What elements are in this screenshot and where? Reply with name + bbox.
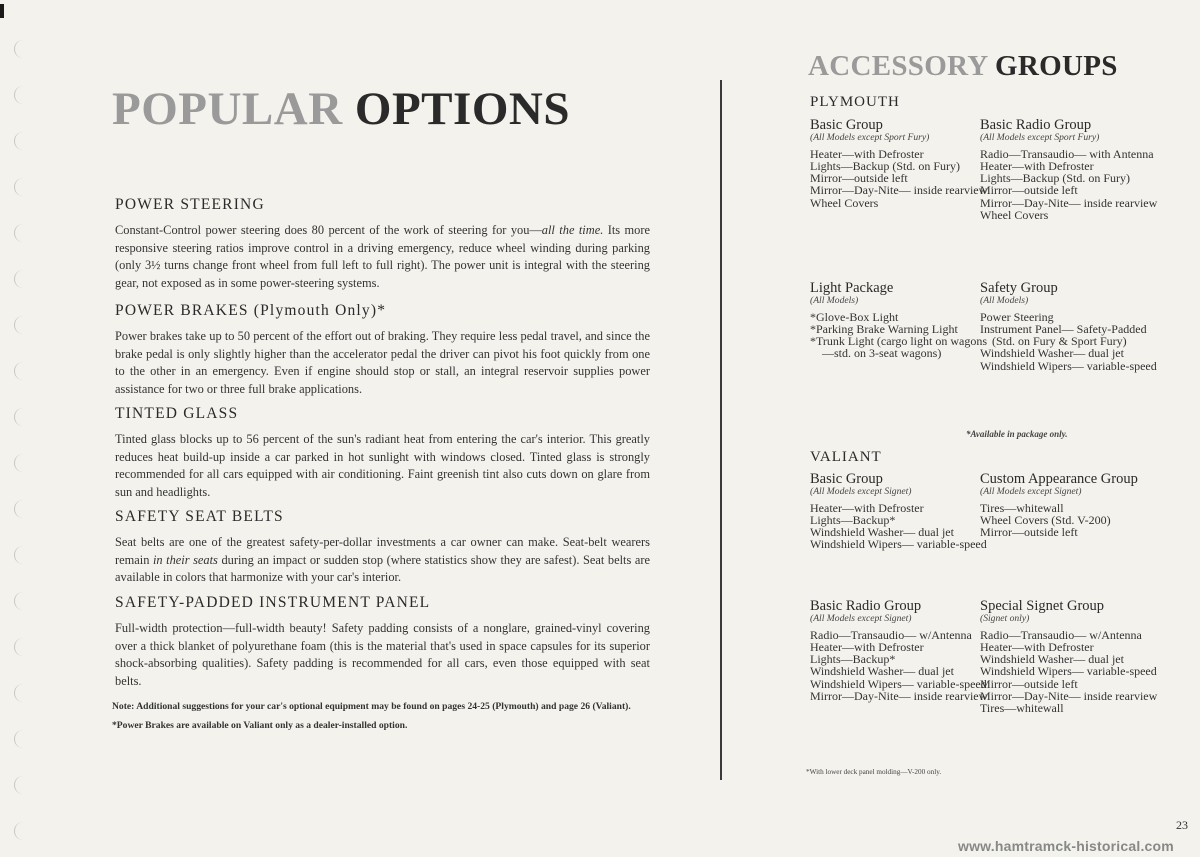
group-name: Basic Group xyxy=(810,471,883,487)
available-note: *Available in package only. xyxy=(966,429,1068,439)
group-item: Windshield Washer— dual jet xyxy=(980,346,1124,361)
group-plymouth-basic-radio xyxy=(980,118,1160,221)
group-name: Safety Group xyxy=(980,280,1058,296)
group-item: Mirror—Day-Nite— inside rearview xyxy=(980,195,1158,210)
popular-options-title: POPULAR OPTIONS xyxy=(112,83,570,135)
section-body: Seat belts are one of the greatest safety-per-dollar investments a car owner can make. Seat-belt wearers remain in their seats during an impact or sudden stop (where statistics show they are safest). Seat belts are available in colors that harmonize with your car's interior. xyxy=(115,535,650,585)
group-item: *Glove-Box Light xyxy=(810,309,899,324)
group-valiant-custom-appearance xyxy=(980,472,1160,538)
section-heading: POWER BRAKES (Plymouth Only)* xyxy=(115,302,387,319)
group-item: Windshield Wipers— variable-speed xyxy=(980,664,1157,679)
group-item: Radio—Transaudio— w/Antenna xyxy=(810,627,972,642)
section-safety-padded-panel xyxy=(115,594,650,690)
note-power-brakes: *Power Brakes are available on Valiant only as a dealer-installed option. xyxy=(112,720,408,731)
section-heading: POWER STEERING xyxy=(115,196,265,213)
group-valiant-special-signet xyxy=(980,599,1160,715)
section-power-brakes xyxy=(115,302,650,398)
group-item: Windshield Washer— dual jet xyxy=(980,652,1124,667)
group-item: Wheel Covers xyxy=(980,207,1049,222)
group-eligibility: (All Models) xyxy=(810,295,859,306)
group-item: Lights—Backup (Std. on Fury) xyxy=(980,171,1130,186)
footnote-lower-deck: *With lower deck panel molding—V-200 only. xyxy=(806,768,942,776)
group-eligibility: (Signet only) xyxy=(980,613,1030,624)
group-item: Wheel Covers (Std. V-200) xyxy=(980,512,1111,527)
page-divider xyxy=(720,80,722,780)
section-body: Constant-Control power steering does 80 percent of the work of steering for you—all the time. Its more responsive steering ratios improve control in a driving emergency, reduce wheel winding during parking (only 3½ turns change front wheel from full left to full right). The power unit is integral with the steering gear, not exposed as in some power-steering systems. xyxy=(115,223,650,290)
group-item: Heater—with Defroster xyxy=(810,639,924,654)
group-item: Windshield Washer— dual jet xyxy=(810,525,954,540)
group-eligibility: (All Models except Sport Fury) xyxy=(810,132,930,143)
group-item: Mirror—outside left xyxy=(810,171,908,186)
section-heading: SAFETY-PADDED INSTRUMENT PANEL xyxy=(115,594,431,611)
group-item: Radio—Transaudio— w/Antenna xyxy=(980,627,1142,642)
section-safety-seat-belts xyxy=(115,508,650,587)
note-additional: Note: Additional suggestions for your car's optional equipment may be found on pages 24-25 (Plymouth) and page 26 (Valiant). xyxy=(112,701,631,712)
section-power-steering xyxy=(115,196,650,292)
accessory-groups-title: ACCESSORY GROUPS xyxy=(808,50,1118,82)
group-item: Lights—Backup* xyxy=(810,652,896,667)
section-tinted-glass xyxy=(115,405,650,501)
group-item: Heater—with Defroster xyxy=(980,158,1094,173)
group-name: Basic Radio Group xyxy=(810,598,922,614)
group-item: Heater—with Defroster xyxy=(810,146,924,161)
section-body: Full-width protection—full-width beauty! Safety padding consists of a nonglare, grained-vinyl covering over a thick blanket of polyurethane foam (this is the material that's used in space capsules for its superior shock-absorbing qualities). Safety padding is recommended for all cars, even those equipped with seat belts. xyxy=(115,621,650,688)
group-eligibility: (All Models) xyxy=(980,295,1029,306)
group-item: Windshield Wipers— variable-speed xyxy=(810,537,987,552)
section-body: Tinted glass blocks up to 56 percent of the sun's radiant heat from entering the car's interior. This greatly reduces heat build-up inside a car parked in hot sunlight with windows closed. Tinted glass is strongly recommended for all cars equipped with air conditioning. Faint greenish tint also cuts down on glare from sun and headlights. xyxy=(115,432,650,499)
group-name: Basic Radio Group xyxy=(980,117,1092,133)
group-item: Mirror—Day-Nite— inside rearview xyxy=(810,183,988,198)
group-item: Mirror—Day-Nite— inside rearview xyxy=(810,688,988,703)
group-item: Instrument Panel— Safety-Padded (Std. on Fury & Sport Fury) xyxy=(980,321,1147,349)
group-item: *Trunk Light (cargo light on wagons—std. on 3-seat wagons) xyxy=(810,334,987,361)
watermark: www.hamtramck-historical.com xyxy=(958,838,1174,854)
group-item: Mirror—outside left xyxy=(980,676,1078,691)
group-item: Heater—with Defroster xyxy=(980,639,1094,654)
group-item: Lights—Backup (Std. on Fury) xyxy=(810,158,960,173)
group-item: Lights—Backup* xyxy=(810,512,896,527)
group-item: Radio—Transaudio— with Antenna xyxy=(980,146,1154,161)
group-name: Special Signet Group xyxy=(980,598,1105,614)
group-name: Light Package xyxy=(810,280,894,296)
binding-holes xyxy=(14,40,30,840)
group-item: *Parking Brake Warning Light xyxy=(810,321,958,336)
group-item: Power Steering xyxy=(980,309,1054,324)
group-item: Wheel Covers xyxy=(810,195,879,210)
group-item: Windshield Wipers— variable-speed xyxy=(810,676,987,691)
group-item: Mirror—outside left xyxy=(980,183,1078,198)
group-plymouth-safety xyxy=(980,281,1160,372)
group-item: Windshield Washer— dual jet xyxy=(810,664,954,679)
plymouth-label: PLYMOUTH xyxy=(810,94,900,110)
group-eligibility: (All Models except Signet) xyxy=(810,486,912,497)
group-eligibility: (All Models except Sport Fury) xyxy=(980,132,1100,143)
section-heading: SAFETY SEAT BELTS xyxy=(115,508,284,525)
corner-mark xyxy=(0,4,4,18)
page-number: 23 xyxy=(1176,818,1188,832)
group-valiant-basic-radio xyxy=(810,599,990,702)
notes xyxy=(112,700,652,738)
group-item: Mirror—Day-Nite— inside rearview xyxy=(980,688,1158,703)
group-valiant-basic xyxy=(810,472,990,551)
group-item: Tires—whitewall xyxy=(980,701,1064,716)
group-name: Basic Group xyxy=(810,117,883,133)
group-name: Custom Appearance Group xyxy=(980,471,1138,487)
group-plymouth-light-package xyxy=(810,281,990,360)
group-eligibility: (All Models except Signet) xyxy=(810,613,912,624)
section-body: Power brakes take up to 50 percent of the effort out of braking. They require less pedal travel, and since the brake pedal is only slightly higher than the accelerator pedal the driver can pivot his foot quickly from one to the other in an emergency. Even if engine should stop or stall, an integral reservoir supplies power assistance for two or three full brake applications. xyxy=(115,329,650,396)
section-heading: TINTED GLASS xyxy=(115,405,239,422)
group-eligibility: (All Models except Signet) xyxy=(980,486,1082,497)
group-item: Tires—whitewall xyxy=(980,500,1064,515)
valiant-label: VALIANT xyxy=(810,449,882,465)
group-item: Windshield Wipers— variable-speed xyxy=(980,358,1157,373)
group-plymouth-basic xyxy=(810,118,990,209)
group-item: Heater—with Defroster xyxy=(810,500,924,515)
group-item: Mirror—outside left xyxy=(980,525,1078,540)
